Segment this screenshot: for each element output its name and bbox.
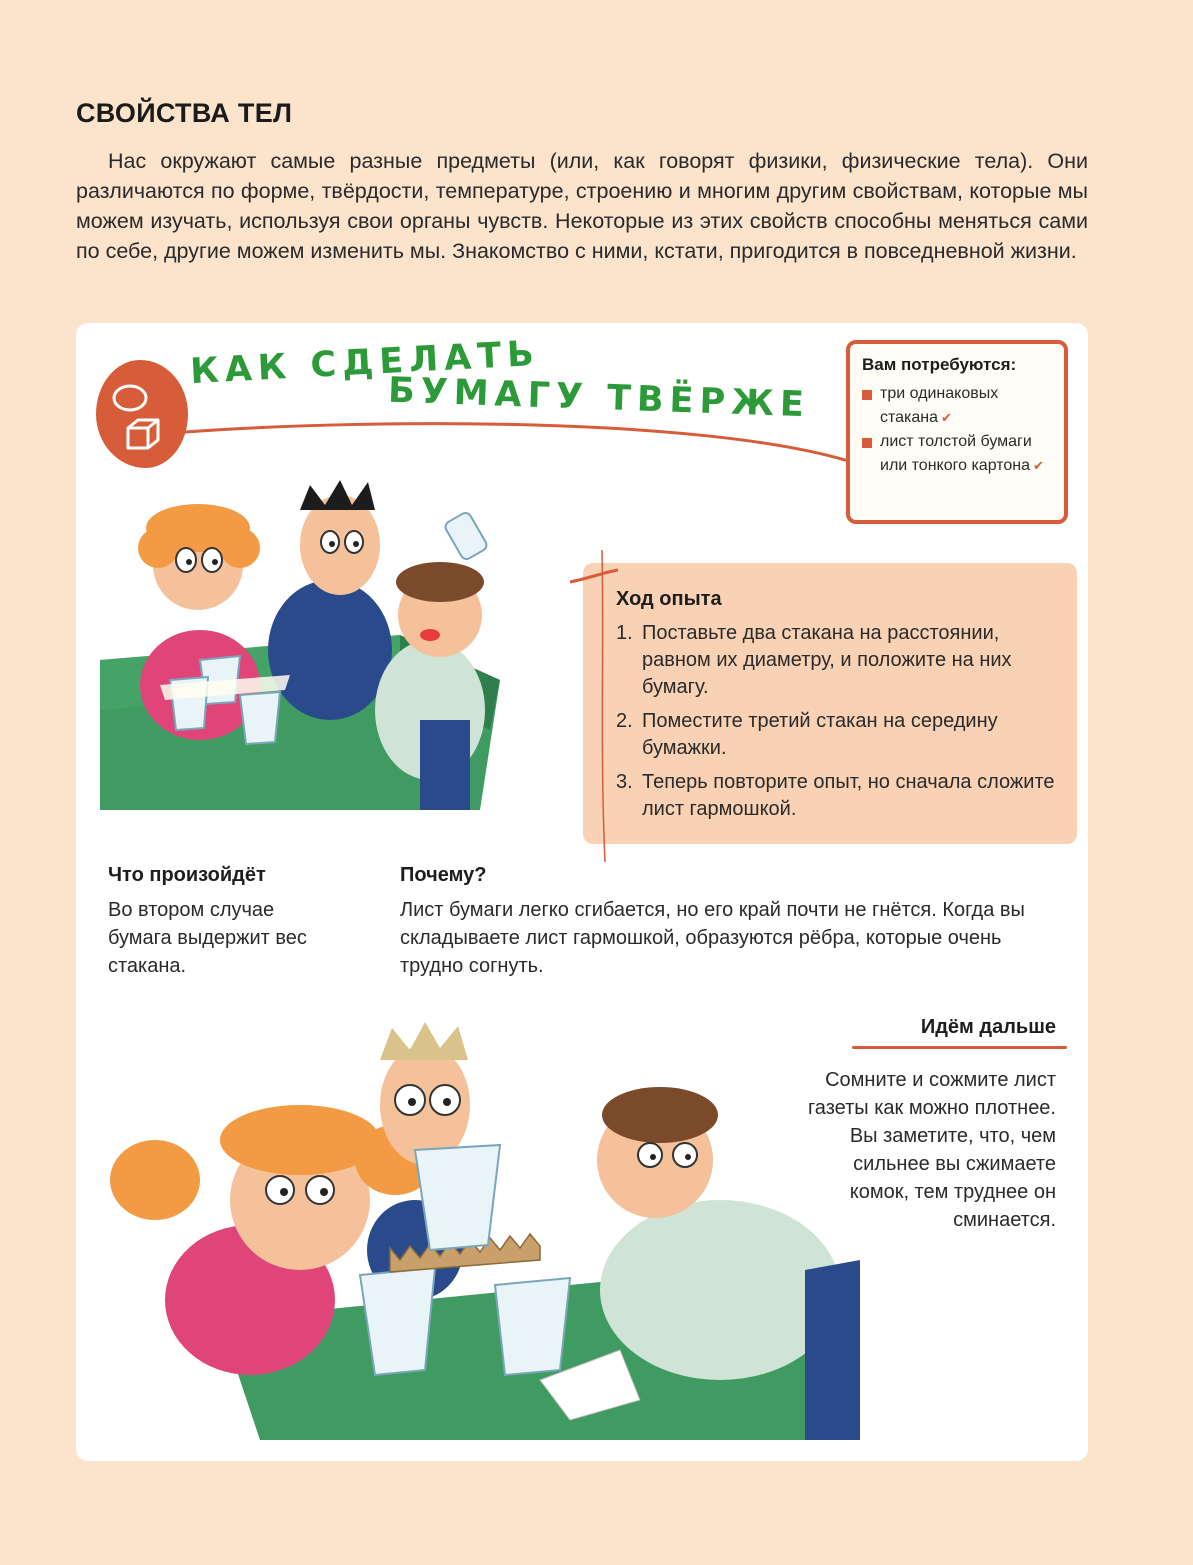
kids-folded-paper-illustration xyxy=(100,1020,870,1440)
list-item: 2. Поместите третий стакан на середину бумажки. xyxy=(616,710,998,759)
list-item: 1. Поставьте два стакана на расстоянии, равном их диаметру, и положите на них бумагу. xyxy=(616,622,1012,698)
checkmark-icon: ✔ xyxy=(941,410,952,425)
result-title: Что произойдёт xyxy=(108,864,266,886)
bullet-square-icon xyxy=(862,390,872,400)
bullet-square-icon xyxy=(862,438,872,448)
further-underline xyxy=(852,1046,1067,1049)
circle-icon xyxy=(114,386,146,410)
procedure-title: Ход опыта xyxy=(616,588,722,610)
experiment-title-line1: КАК СДЕЛАТЬ xyxy=(189,333,541,393)
experiment-title-line2: БУМАГУ ТВЁРЖЕ xyxy=(387,370,811,426)
checkmark-icon: ✔ xyxy=(1033,458,1044,473)
intro-paragraph xyxy=(76,146,1088,266)
further-text: Сомните и сожмите лист газеты как можно плотнее. Вы заметите, что, чем сильнее вы сжимаете комок, тем труднее он сминается. xyxy=(807,1069,1056,1231)
materials-title: Вам потребуются: xyxy=(862,355,1017,374)
kids-experiment-illustration xyxy=(100,470,570,810)
list-item: три одинаковых стакана ✔ xyxy=(862,382,1062,430)
cube-icon xyxy=(128,420,158,448)
materials-list xyxy=(862,382,1062,478)
result-text: Во втором случае бумага выдержит вес стакана. xyxy=(108,899,307,977)
why-title: Почему? xyxy=(400,864,487,886)
why-text: Лист бумаги легко сгибается, но его край почти не гнётся. Когда вы складываете лист гармошкой, образуются рёбра, которые очень трудно согнуть. xyxy=(400,899,1025,977)
list-item: 3. Теперь повторите опыт, но сначала сложите лист гармошкой. xyxy=(616,771,1055,820)
procedure-steps xyxy=(616,620,1056,830)
further-title: Идём дальше xyxy=(920,1016,1056,1038)
list-item: лист толстой бумаги или тонкого картона ✔ xyxy=(862,430,1062,478)
intro-text: Нас окружают самые разные предметы (или, как говорят физики, физические тела). Они различаются по форме, твёрдости, температуре, строению и многим другим свойствам, которые мы можем изучать, используя свои органы чувств. Некоторые из этих свойств способны меняться сами по себе, другие можем изменить мы. Знакомство с ними, кстати, пригодится в повседневной жизни. xyxy=(76,149,1088,263)
section-title: СВОЙСТВА ТЕЛ xyxy=(76,98,293,128)
